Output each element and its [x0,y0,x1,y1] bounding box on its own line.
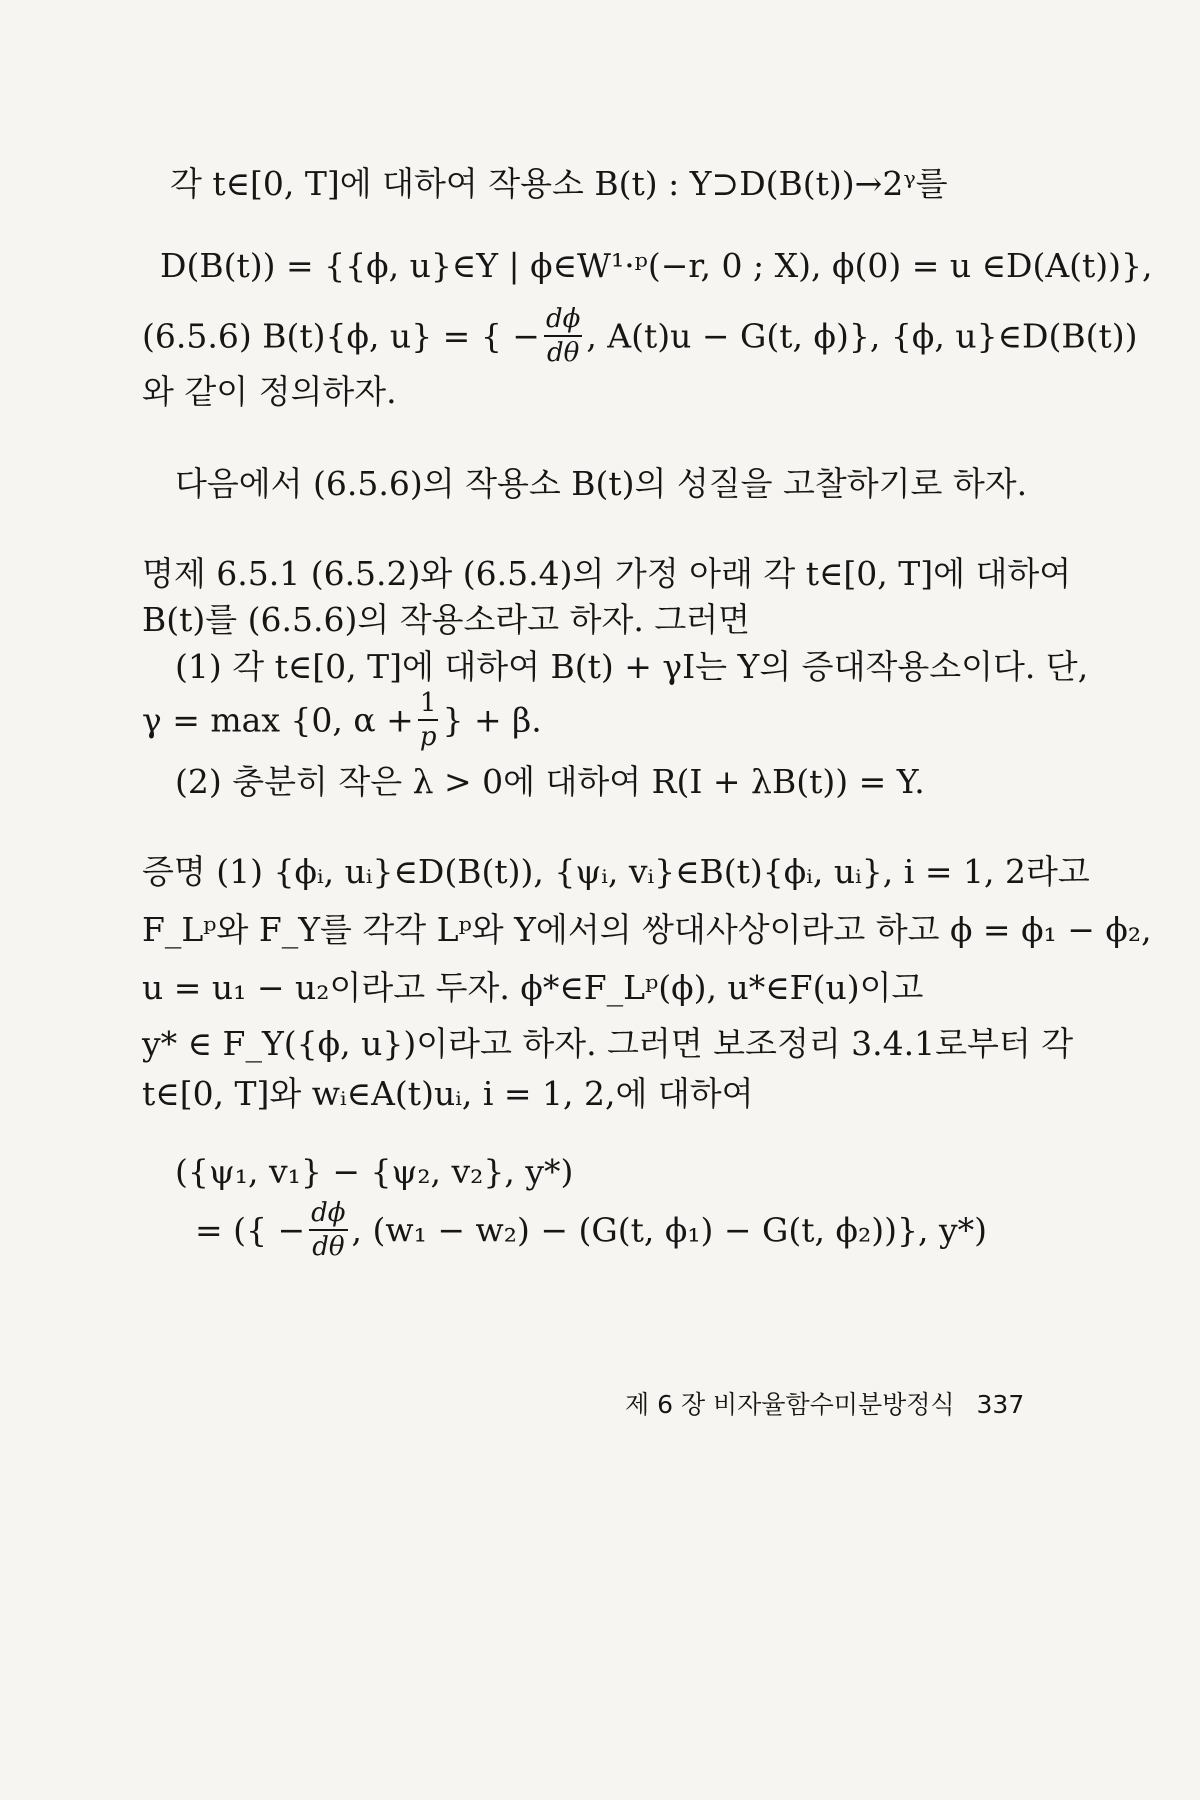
equation-part: (6.5.6) B(t){ϕ, u} = { − [142,316,540,356]
equation-part: , A(t)u − G(t, ϕ)}, {ϕ, u}∈D(B(t)) [586,316,1138,356]
fraction-numerator: 1 [418,690,439,721]
equation-part: , (w₁ − w₂) − (G(t, ϕ₁) − G(t, ϕ₂))}, y*) [351,1210,987,1250]
equation-part: } + β. [442,700,542,740]
fraction-numerator: dϕ [309,1200,347,1231]
equation-line [195,1200,1200,1260]
page-footer [625,1388,1200,1422]
fraction-denominator: p [419,722,437,752]
proposition-item-2: (2) 충분히 작은 λ > 0에 대하여 R(I + λB(t)) = Y. [175,762,925,801]
proposition-heading: 명제 6.5.1 (6.5.2)와 (6.5.4)의 가정 아래 각 t∈[0, T]에 대하여 [142,554,1072,593]
equation-line: ({ψ₁, v₁} − {ψ₂, v₂}, y*) [175,1152,574,1191]
text-line: u = u₁ − u₂이라고 두자. ϕ*∈F_Lᵖ(ϕ), u*∈F(u)이고 [142,968,924,1007]
equation-6-5-6 [142,306,1200,366]
fraction-one-over-p [418,690,439,750]
gamma-definition [142,690,1200,750]
proposition-item-1: (1) 각 t∈[0, T]에 대하여 B(t) + γI는 Y의 증대작용소이다. 단, [175,647,1089,686]
chapter-title: 제 6 장 비자율함수미분방정식 [625,1390,955,1419]
fraction-denominator: dθ [312,1232,345,1262]
text-line: 각 t∈[0, T]에 대하여 작용소 B(t) : Y⊃D(B(t))→2ᵞ를 [170,164,948,203]
text-line: y* ∈ F_Y({ϕ, u})이라고 하자. 그러면 보조정리 3.4.1로부터 각 [142,1024,1074,1063]
proof-heading: 증명 (1) {ϕᵢ, uᵢ}∈D(B(t)), {ψᵢ, vᵢ}∈B(t){ϕᵢ, uᵢ}, i = 1, 2라고 [142,852,1090,891]
equation-domain: D(B(t)) = {{ϕ, u}∈Y | ϕ∈W¹·ᵖ(−r, 0 ; X), ϕ(0) = u ∈D(A(t))}, [160,246,1153,285]
page-number: 337 [976,1390,1025,1419]
fraction-numerator: dϕ [544,306,582,337]
text-line: 다음에서 (6.5.6)의 작용소 B(t)의 성질을 고찰하기로 하자. [175,464,1028,503]
fraction-denominator: dθ [546,338,580,368]
text-line: t∈[0, T]와 wᵢ∈A(t)uᵢ, i = 1, 2,에 대하여 [142,1074,754,1113]
text-line: B(t)를 (6.5.6)의 작용소라고 하자. 그러면 [142,600,750,639]
fraction-dphi-dtheta [309,1200,347,1260]
equation-part: = ({ − [195,1210,306,1250]
text-line: F_Lᵖ와 F_Y를 각각 Lᵖ와 Y에서의 쌍대사상이라고 하고 ϕ = ϕ₁ − ϕ₂, [142,910,1152,949]
text-line: 와 같이 정의하자. [142,372,397,411]
fraction-dphi-dtheta [544,306,582,366]
equation-part: γ = max {0, α + [142,700,414,740]
